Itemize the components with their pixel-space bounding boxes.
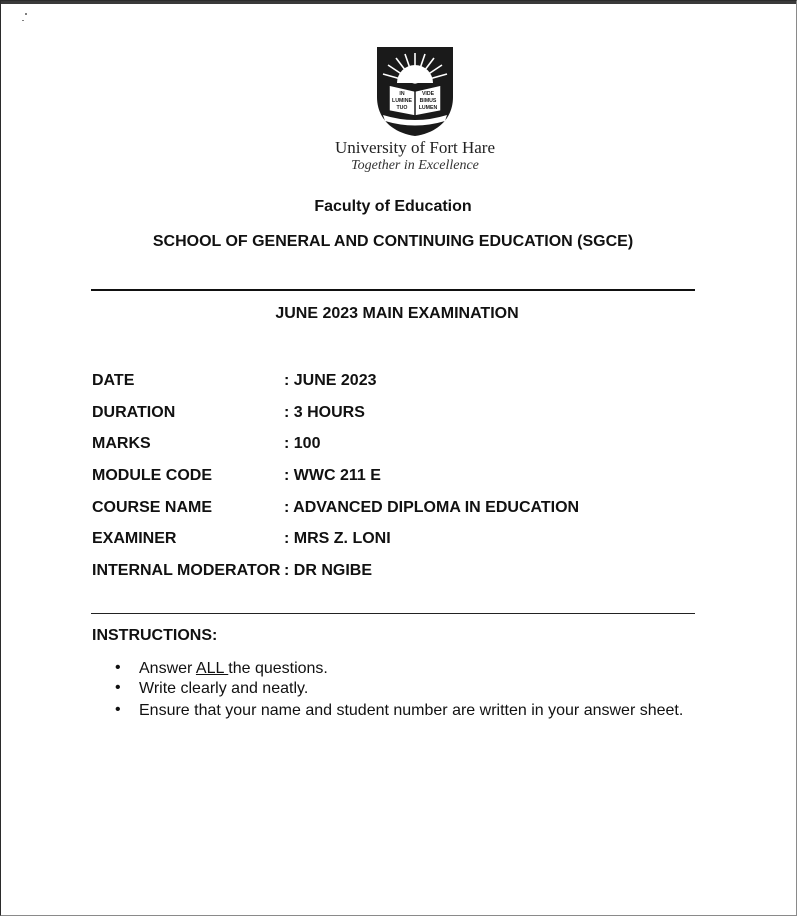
emphasis-all: ALL [195,660,229,677]
divider-bottom [91,613,695,614]
detail-value: : ADVANCED DIPLOMA IN EDUCATION [284,499,580,516]
crest-text: LUMEN [418,105,438,111]
divider-top [91,289,695,291]
detail-value: : 3 HOURS [284,404,365,421]
detail-label: MODULE CODE [92,467,212,484]
crest-text: TUO [396,105,408,111]
detail-value: : JUNE 2023 [284,372,377,389]
detail-value: : WWC 211 E [284,467,381,484]
crest-text: VIDE [421,91,435,97]
crest-text: IN [399,91,405,97]
scan-speck [25,13,27,15]
detail-value: : MRS Z. LONI [284,530,391,547]
school-title: SCHOOL OF GENERAL AND CONTINUING EDUCATION (SGCE) [152,233,634,250]
bullet-icon: • [115,701,121,718]
detail-label: EXAMINER [92,530,177,547]
crest-text: BIMUS [419,98,437,104]
instruction-text: Write clearly and neatly. [139,680,309,697]
detail-label: DATE [92,372,135,389]
detail-label: COURSE NAME [92,499,213,516]
university-crest-logo [375,45,455,137]
scan-speck [22,20,24,21]
detail-label: MARKS [92,435,151,452]
detail-value: : DR NGIBE [284,562,372,579]
detail-label: INTERNAL MODERATOR [92,562,281,579]
crest-text: LUMINE [392,98,412,104]
faculty-title: Faculty of Education [314,198,472,215]
bullet-icon: • [115,659,121,676]
instruction-text: Ensure that your name and student number are written in your answer sheet. [139,702,684,719]
instructions-heading: INSTRUCTIONS: [92,627,218,644]
exam-title: JUNE 2023 MAIN EXAMINATION [275,305,519,322]
university-name: University of Fort Hare [334,138,496,157]
detail-value: : 100 [284,435,321,452]
instruction-text: Answer ALL the questions. [139,660,328,677]
university-motto: Together in Excellence [351,158,479,173]
bullet-icon: • [115,679,121,696]
detail-label: DURATION [92,404,176,421]
